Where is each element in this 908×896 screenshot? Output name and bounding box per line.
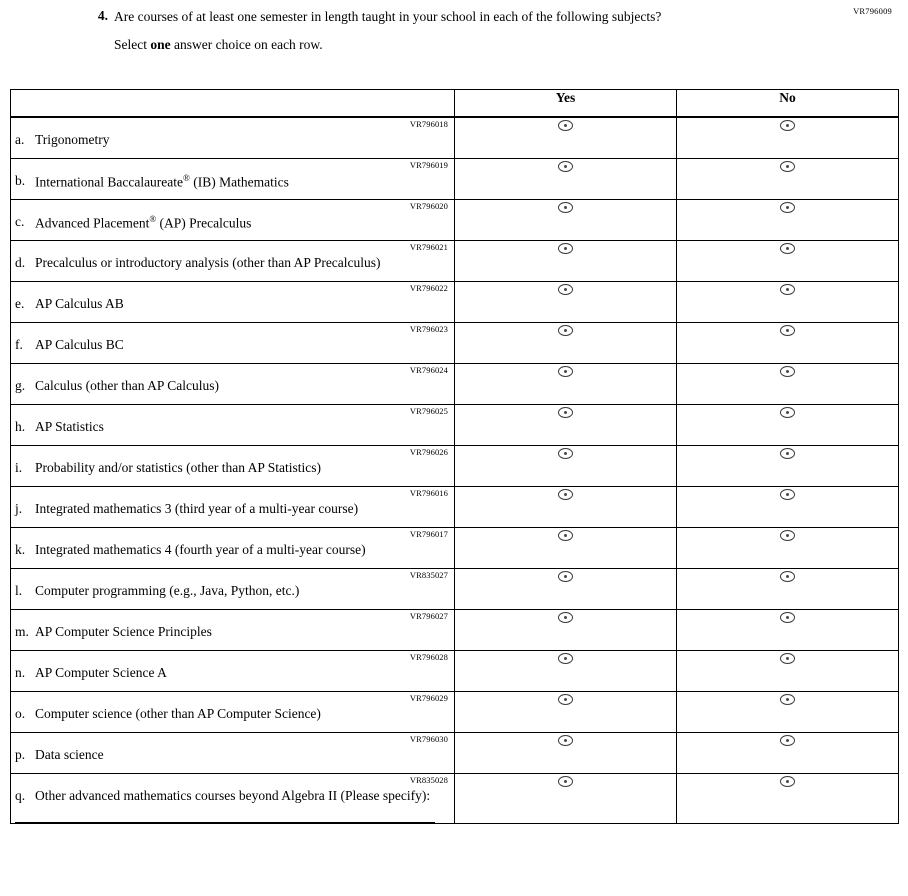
item-label-main: Data science xyxy=(35,747,104,762)
radio-yes[interactable] xyxy=(558,120,573,131)
radio-yes[interactable] xyxy=(558,407,573,418)
item-cell xyxy=(11,610,455,651)
item-label-main: Probability and/or statistics (other than AP Statistics) xyxy=(35,460,321,475)
answer-yes-cell[interactable] xyxy=(455,282,677,323)
answer-yes-cell[interactable] xyxy=(455,364,677,405)
header-no: No xyxy=(677,90,899,118)
item-cell xyxy=(11,241,455,282)
item-label xyxy=(35,542,415,559)
item-letter: a. xyxy=(15,132,25,147)
item-label-main: Computer programming (e.g., Java, Python, etc.) xyxy=(35,583,300,598)
item-variable-id: VR796024 xyxy=(409,365,448,375)
radio-yes[interactable] xyxy=(558,448,573,459)
item-label xyxy=(35,747,454,764)
item-cell xyxy=(11,528,455,569)
item-variable-id: VR796029 xyxy=(409,693,448,703)
item-text xyxy=(11,501,454,518)
item-text xyxy=(11,173,454,191)
radio-yes[interactable] xyxy=(558,612,573,623)
radio-no[interactable] xyxy=(780,694,795,705)
item-letter: g. xyxy=(15,378,26,393)
specify-text-field[interactable] xyxy=(15,821,435,823)
registered-mark: ® xyxy=(149,214,157,224)
table-row xyxy=(11,117,899,159)
item-cell xyxy=(11,774,455,824)
radio-no[interactable] xyxy=(780,366,795,377)
answer-no-cell[interactable] xyxy=(677,159,899,200)
radio-no[interactable] xyxy=(780,612,795,623)
answer-no-cell[interactable] xyxy=(677,733,899,774)
item-label xyxy=(35,460,454,477)
item-cell xyxy=(11,733,455,774)
item-letter: l. xyxy=(15,583,23,598)
item-variable-id: VR796027 xyxy=(409,611,448,621)
item-label xyxy=(35,583,454,600)
table-row xyxy=(11,651,899,692)
answer-no-cell[interactable] xyxy=(677,282,899,323)
table-row xyxy=(11,159,899,200)
item-letter: b. xyxy=(15,173,26,188)
item-text xyxy=(11,788,454,805)
item-letter: c. xyxy=(15,214,25,229)
answer-yes-cell[interactable] xyxy=(455,610,677,651)
item-label-main: International Baccalaureate xyxy=(35,174,184,190)
item-label xyxy=(35,788,435,805)
answer-no-cell[interactable] xyxy=(677,117,899,159)
radio-no[interactable] xyxy=(780,202,795,213)
question-number: 4. xyxy=(97,8,108,23)
answer-no-cell[interactable] xyxy=(677,405,899,446)
page-form-id: VR796009 xyxy=(853,6,892,16)
answer-no-cell[interactable] xyxy=(677,692,899,733)
item-label-tail: (AP) Precalculus xyxy=(156,215,252,231)
answer-yes-cell[interactable] xyxy=(455,651,677,692)
table-row xyxy=(11,446,899,487)
item-cell xyxy=(11,117,455,159)
item-label-main: AP Calculus BC xyxy=(35,337,124,352)
item-text xyxy=(11,747,454,764)
radio-no[interactable] xyxy=(780,489,795,500)
registered-mark: ® xyxy=(183,173,190,183)
header-yes: Yes xyxy=(455,90,677,118)
answer-no-cell[interactable] xyxy=(677,200,899,241)
item-label xyxy=(35,214,454,232)
radio-yes[interactable] xyxy=(558,243,573,254)
radio-yes[interactable] xyxy=(558,161,573,172)
radio-no[interactable] xyxy=(780,284,795,295)
item-variable-id: VR796025 xyxy=(409,406,448,416)
item-label-main: AP Statistics xyxy=(35,419,104,434)
item-variable-id: VR796030 xyxy=(409,734,448,744)
radio-yes[interactable] xyxy=(558,735,573,746)
item-letter: i. xyxy=(15,460,23,475)
answer-no-cell[interactable] xyxy=(677,446,899,487)
answer-grid xyxy=(10,89,899,824)
item-text xyxy=(11,583,454,600)
table-row xyxy=(11,774,899,824)
item-label xyxy=(35,419,454,436)
item-variable-id: VR796018 xyxy=(409,119,448,129)
answer-yes-cell[interactable] xyxy=(455,446,677,487)
item-text xyxy=(11,132,454,149)
item-text xyxy=(11,214,454,232)
item-variable-id: VR796026 xyxy=(409,447,448,457)
item-label xyxy=(35,132,454,149)
table-row xyxy=(11,323,899,364)
answer-yes-cell[interactable] xyxy=(455,733,677,774)
item-label xyxy=(35,173,454,191)
item-label xyxy=(35,501,454,518)
item-variable-id: VR796017 xyxy=(409,529,448,539)
answer-yes-cell[interactable] xyxy=(455,528,677,569)
answer-yes-cell[interactable] xyxy=(455,159,677,200)
question-instruction xyxy=(114,37,786,53)
item-label-main: Precalculus or introductory analysis (other than AP Precalculus) xyxy=(35,255,381,270)
radio-no[interactable] xyxy=(780,120,795,131)
item-letter: d. xyxy=(15,255,26,270)
instruction-suffix: answer choice on each row. xyxy=(170,37,323,53)
item-label-main: AP Computer Science A xyxy=(35,665,167,680)
item-cell xyxy=(11,446,455,487)
table-row xyxy=(11,528,899,569)
item-letter: p. xyxy=(15,747,26,762)
instruction-prefix: Select xyxy=(114,37,151,53)
grid-body xyxy=(11,117,899,823)
item-cell xyxy=(11,159,455,200)
answer-yes-cell[interactable] xyxy=(455,200,677,241)
table-row xyxy=(11,405,899,446)
item-label xyxy=(35,337,454,354)
answer-yes-cell[interactable] xyxy=(455,487,677,528)
answer-no-cell[interactable] xyxy=(677,241,899,282)
table-row xyxy=(11,241,899,282)
radio-yes[interactable] xyxy=(558,776,573,787)
table-row xyxy=(11,733,899,774)
table-row xyxy=(11,487,899,528)
radio-yes[interactable] xyxy=(558,694,573,705)
radio-yes[interactable] xyxy=(558,530,573,541)
item-letter: h. xyxy=(15,419,26,434)
radio-no[interactable] xyxy=(780,448,795,459)
radio-no[interactable] xyxy=(780,325,795,336)
table-row xyxy=(11,200,899,241)
question-text: Are courses of at least one semester in length taught in your school in each of the following subjects? xyxy=(114,9,662,24)
item-variable-id: VR835027 xyxy=(409,570,448,580)
item-text xyxy=(11,665,454,682)
table-row xyxy=(11,282,899,323)
item-cell xyxy=(11,364,455,405)
item-variable-id: VR835028 xyxy=(409,775,448,785)
answer-no-cell[interactable] xyxy=(677,364,899,405)
item-text xyxy=(11,419,454,436)
item-variable-id: VR796022 xyxy=(409,283,448,293)
item-label xyxy=(35,624,454,641)
item-variable-id: VR796023 xyxy=(409,324,448,334)
item-cell xyxy=(11,692,455,733)
item-cell xyxy=(11,487,455,528)
item-label-main: Trigonometry xyxy=(35,132,110,147)
item-letter: k. xyxy=(15,542,26,557)
answer-no-cell[interactable] xyxy=(677,569,899,610)
answer-no-cell[interactable] xyxy=(677,487,899,528)
item-label-main: Other advanced mathematics courses beyond Algebra II (Please specify): xyxy=(35,788,431,803)
radio-no[interactable] xyxy=(780,571,795,582)
item-variable-id: VR796028 xyxy=(409,652,448,662)
radio-yes[interactable] xyxy=(558,571,573,582)
answer-yes-cell[interactable] xyxy=(455,323,677,364)
radio-no[interactable] xyxy=(780,653,795,664)
item-text xyxy=(11,706,454,723)
item-variable-id: VR796020 xyxy=(409,201,448,211)
radio-no[interactable] xyxy=(780,776,795,787)
item-text xyxy=(11,624,454,641)
instruction-emphasis: one xyxy=(150,37,171,53)
item-label-main: Integrated mathematics 3 (third year of a multi-year course) xyxy=(35,501,359,516)
item-letter: o. xyxy=(15,706,26,721)
question-row xyxy=(86,8,786,25)
item-label xyxy=(35,255,405,272)
item-variable-id: VR796019 xyxy=(409,160,448,170)
table-row xyxy=(11,610,899,651)
radio-no[interactable] xyxy=(780,530,795,541)
radio-yes[interactable] xyxy=(558,366,573,377)
item-text xyxy=(11,337,454,354)
item-text xyxy=(11,296,454,313)
item-letter: f. xyxy=(15,337,23,352)
item-letter: q. xyxy=(15,788,26,803)
header-blank xyxy=(11,90,455,118)
item-letter: n. xyxy=(15,665,26,680)
item-label-main: AP Computer Science Principles xyxy=(35,624,212,639)
radio-no[interactable] xyxy=(780,243,795,254)
answer-no-cell[interactable] xyxy=(677,651,899,692)
item-label-main: AP Calculus AB xyxy=(35,296,124,311)
item-text xyxy=(11,542,454,559)
radio-yes[interactable] xyxy=(558,325,573,336)
item-label-main: Computer science (other than AP Computer Science) xyxy=(35,706,321,721)
radio-yes[interactable] xyxy=(558,489,573,500)
item-text xyxy=(11,378,454,395)
answer-yes-cell[interactable] xyxy=(455,774,677,824)
item-letter: m. xyxy=(15,624,29,639)
item-text xyxy=(11,255,454,272)
table-row xyxy=(11,692,899,733)
answer-no-cell[interactable] xyxy=(677,323,899,364)
item-cell xyxy=(11,569,455,610)
answer-yes-cell[interactable] xyxy=(455,117,677,159)
item-label xyxy=(35,296,454,313)
answer-yes-cell[interactable] xyxy=(455,569,677,610)
item-label-main: Integrated mathematics 4 (fourth year of a multi-year course) xyxy=(35,542,366,557)
answer-no-cell[interactable] xyxy=(677,610,899,651)
answer-no-cell[interactable] xyxy=(677,528,899,569)
item-label-tail: (IB) Mathematics xyxy=(189,174,289,190)
answer-no-cell[interactable] xyxy=(677,774,899,824)
item-cell xyxy=(11,282,455,323)
item-label-main: Calculus (other than AP Calculus) xyxy=(35,378,219,393)
answer-yes-cell[interactable] xyxy=(455,692,677,733)
item-cell xyxy=(11,651,455,692)
item-cell xyxy=(11,323,455,364)
question-block xyxy=(86,8,786,53)
answer-yes-cell[interactable] xyxy=(455,241,677,282)
radio-no[interactable] xyxy=(780,161,795,172)
radio-no[interactable] xyxy=(780,407,795,418)
item-variable-id: VR796016 xyxy=(409,488,448,498)
item-letter: e. xyxy=(15,296,25,311)
grid-header-row xyxy=(11,90,899,118)
item-label xyxy=(35,378,454,395)
radio-yes[interactable] xyxy=(558,202,573,213)
item-label xyxy=(35,665,454,682)
item-cell xyxy=(11,405,455,446)
item-label-main: Advanced Placement xyxy=(35,215,150,231)
answer-yes-cell[interactable] xyxy=(455,405,677,446)
item-cell xyxy=(11,200,455,241)
table-row xyxy=(11,364,899,405)
table-row xyxy=(11,569,899,610)
radio-yes[interactable] xyxy=(558,284,573,295)
item-variable-id: VR796021 xyxy=(409,242,448,252)
radio-yes[interactable] xyxy=(558,653,573,664)
item-label xyxy=(35,706,454,723)
radio-no[interactable] xyxy=(780,735,795,746)
item-letter: j. xyxy=(15,501,23,516)
item-text xyxy=(11,460,454,477)
